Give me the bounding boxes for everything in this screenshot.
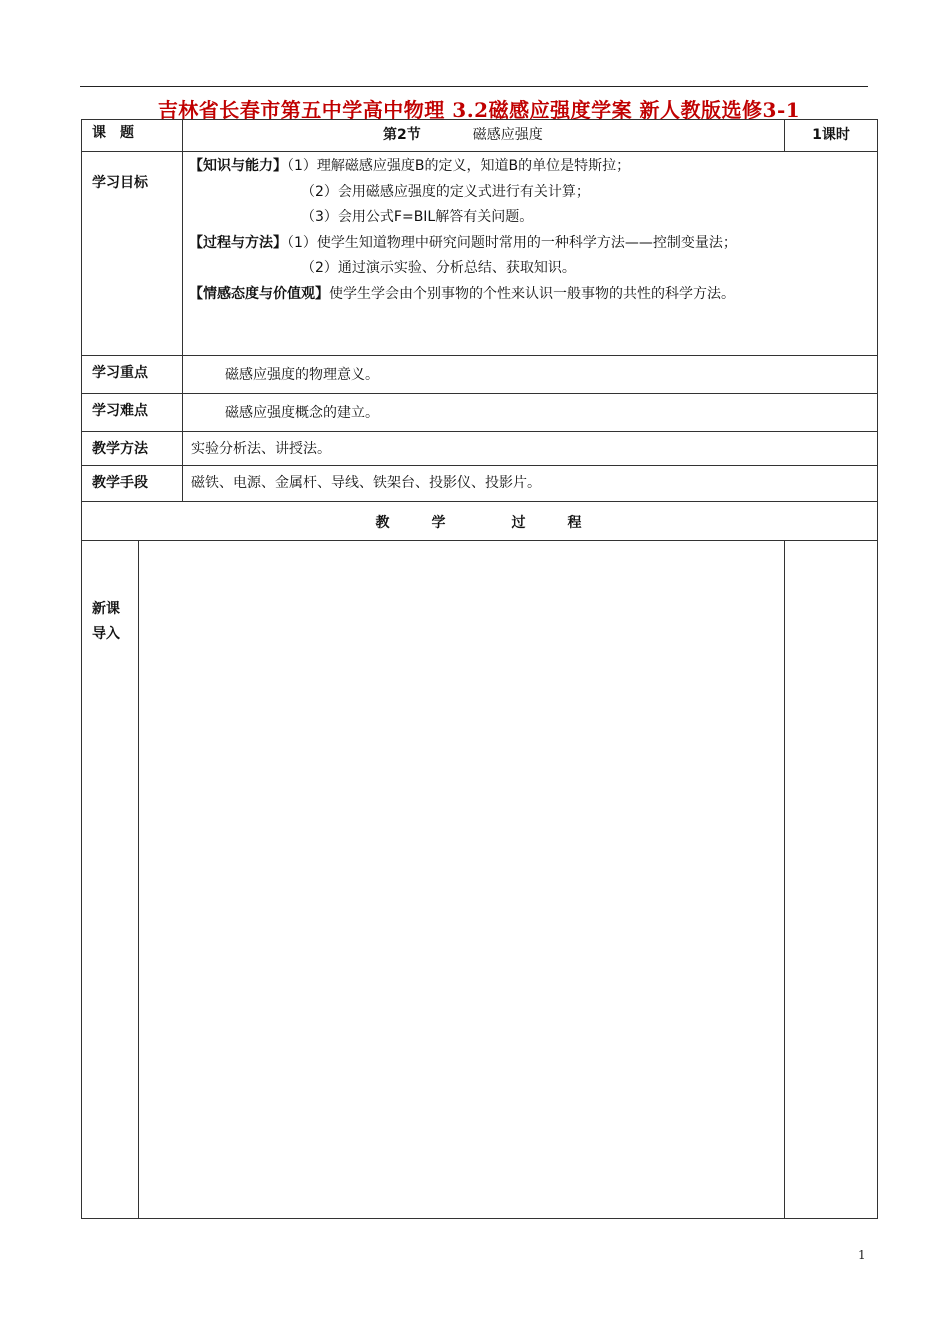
- method-value: 实验分析法、讲授法。: [183, 432, 878, 466]
- objective-item: （1）使学生知道物理中研究问题时常用的一种科学方法——控制变量法；: [287, 234, 737, 251]
- intro-content-cell: [139, 541, 785, 1219]
- objective-category: 【过程与方法】: [189, 234, 287, 251]
- intro-notes-cell: [785, 541, 878, 1219]
- page-number: 1: [858, 1248, 866, 1262]
- objective-line: [189, 231, 877, 257]
- objective-line: [189, 180, 877, 206]
- intro-row: [82, 541, 878, 1219]
- section-cell: [183, 120, 785, 152]
- objective-item: （1）理解磁感应强度B的定义，知道B的单位是特斯拉；: [287, 158, 631, 174]
- topic-row: [82, 120, 878, 152]
- objective-category: 【知识与能力】: [189, 158, 287, 174]
- process-header-char: 学: [431, 515, 448, 531]
- objective-item: 使学生学会由个别事物的个性来认识一般事物的共性的科学方法。: [329, 285, 735, 302]
- section-number: 第2节: [383, 127, 421, 143]
- top-rule: [80, 86, 868, 87]
- process-header: [82, 502, 878, 541]
- difficulty-label: 学习难点: [82, 394, 183, 432]
- means-label: 教学手段: [82, 466, 183, 502]
- topic-label: 课题: [82, 120, 183, 152]
- method-label: 教学方法: [82, 432, 183, 466]
- section-name: 磁感应强度: [472, 127, 543, 143]
- intro-label-line: 导入: [92, 626, 120, 642]
- objective-item: （3）会用公式F=BIL解答有关问题。: [301, 209, 534, 225]
- class-hours: 1课时: [785, 120, 878, 152]
- method-row: [82, 432, 878, 466]
- objective-line: [189, 205, 877, 231]
- objective-line: [189, 154, 877, 180]
- difficulty-row: [82, 394, 878, 432]
- document-title: 吉林省长春市第五中学高中物理 3.2磁感应强度学案 新人教版选修3-1: [157, 98, 801, 122]
- process-header-row: [82, 502, 878, 541]
- objective-line: [189, 256, 877, 282]
- process-header-char: 过: [511, 515, 528, 531]
- objective-item: （2）会用磁感应强度的定义式进行有关计算；: [301, 183, 590, 200]
- objectives-label: 学习目标: [82, 152, 183, 356]
- intro-label: [82, 541, 139, 1219]
- intro-label-line: 新课: [92, 601, 120, 617]
- focus-label: 学习重点: [82, 356, 183, 394]
- process-header-char: 教: [375, 515, 392, 531]
- focus-row: [82, 356, 878, 394]
- means-value: 磁铁、电源、金属杆、导线、铁架台、投影仪、投影片。: [183, 466, 878, 502]
- means-row: [82, 466, 878, 502]
- difficulty-value: 磁感应强度概念的建立。: [183, 394, 878, 432]
- objectives-content: [183, 152, 878, 356]
- focus-value: 磁感应强度的物理意义。: [183, 356, 878, 394]
- process-header-char: 程: [567, 515, 584, 531]
- objective-item: （2）通过演示实验、分析总结、获取知识。: [301, 260, 576, 276]
- objective-line: [189, 282, 877, 308]
- objective-category: 【情感态度与价值观】: [189, 285, 329, 302]
- lesson-plan-table: [81, 119, 878, 1219]
- objectives-row: [82, 152, 878, 356]
